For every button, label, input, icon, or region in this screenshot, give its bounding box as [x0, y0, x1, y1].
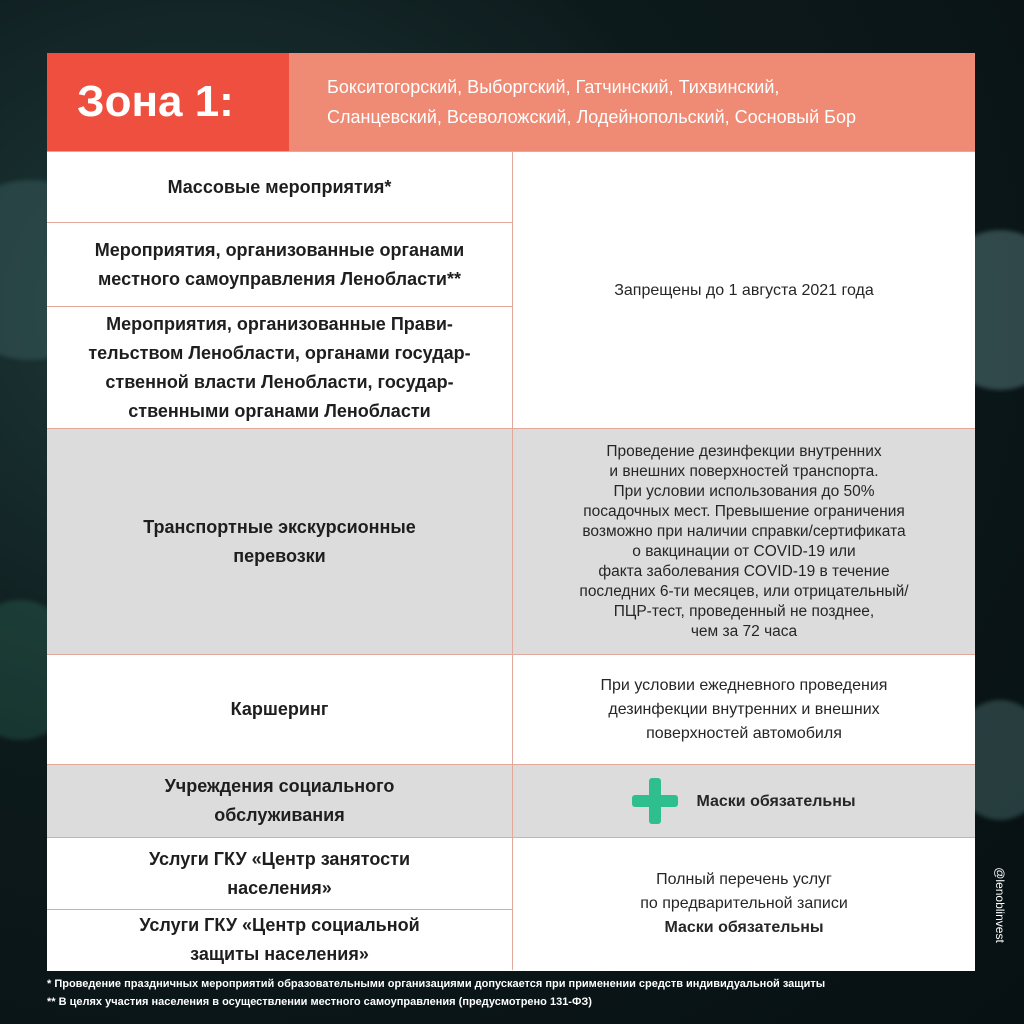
table-row-social [47, 764, 975, 837]
masks-required: Маски обязательны [696, 792, 856, 810]
plus-icon [632, 778, 678, 824]
table-row-events [47, 151, 975, 428]
footnotes [47, 975, 987, 1011]
table-row-services [47, 837, 975, 970]
zone-title: Зона 1: [47, 53, 289, 151]
label-mass-events: Массовые мероприятия* [167, 176, 392, 197]
zone-card [47, 53, 975, 971]
table-row-transport [47, 428, 975, 654]
carsharing-conditions: При условии ежедневного проведения дезинфекции внутренних и внешних поверхностей автомобиля [600, 676, 888, 742]
social-handle: @lenoblinvest [993, 867, 1007, 943]
table-row-carsharing [47, 654, 975, 764]
footnote-1: * Проведение праздничных мероприятий образовательными организациями допускается при применении средств индивидуальной защиты [47, 978, 826, 990]
zone-districts [289, 53, 975, 151]
label-carsharing: Каршеринг [47, 655, 513, 764]
label-social: Учреждения социального обслуживания [47, 765, 513, 837]
label-employment-center: Услуги ГКУ «Центр занятости населения» [148, 848, 411, 898]
districts-line: Сланцевский, Всеволожский, Лодейнопольский, Сосновый Бор [327, 107, 856, 127]
services-conditions: Полный перечень услуг по предварительной записи Маски обязательны [640, 871, 848, 936]
services-labels [47, 838, 513, 970]
districts-line: Бокситогорский, Выборгский, Гатчинский, Тихвинский, [327, 77, 780, 97]
label-transport: Транспортные экскурсионные перевозки [47, 429, 513, 654]
label-gov-events: Мероприятия, организованные Прави- тельством Ленобласти, органами государ- ственной власти Ленобласти, государ- ственными органами Ленобласти [47, 306, 512, 428]
events-status: Запрещены до 1 августа 2021 года [614, 281, 874, 299]
zone-header [47, 53, 975, 151]
footnote-2: ** В целях участия населения в осуществлении местного самоуправления (предусмотрено 131-ФЗ) [47, 996, 592, 1008]
label-local-events: Мероприятия, организованные органами местного самоуправления Ленобласти** [47, 222, 512, 306]
events-labels [47, 152, 513, 428]
transport-conditions: Проведение дезинфекции внутренних и внешних поверхностей транспорта. При условии использования до 50% посадочных мест. Превышение ограничения возможно при наличии справки/сертификата о вакцинации от COVID-19 или факта заболевания COVID-19 в течение последних 6-ти месяцев, или отрицательный/ ПЦР-тест, проведенный не позднее, чем за 72 часа [579, 442, 909, 640]
label-social-protection: Услуги ГКУ «Центр социальной защиты населения» [47, 909, 512, 970]
social-masks [513, 765, 975, 837]
